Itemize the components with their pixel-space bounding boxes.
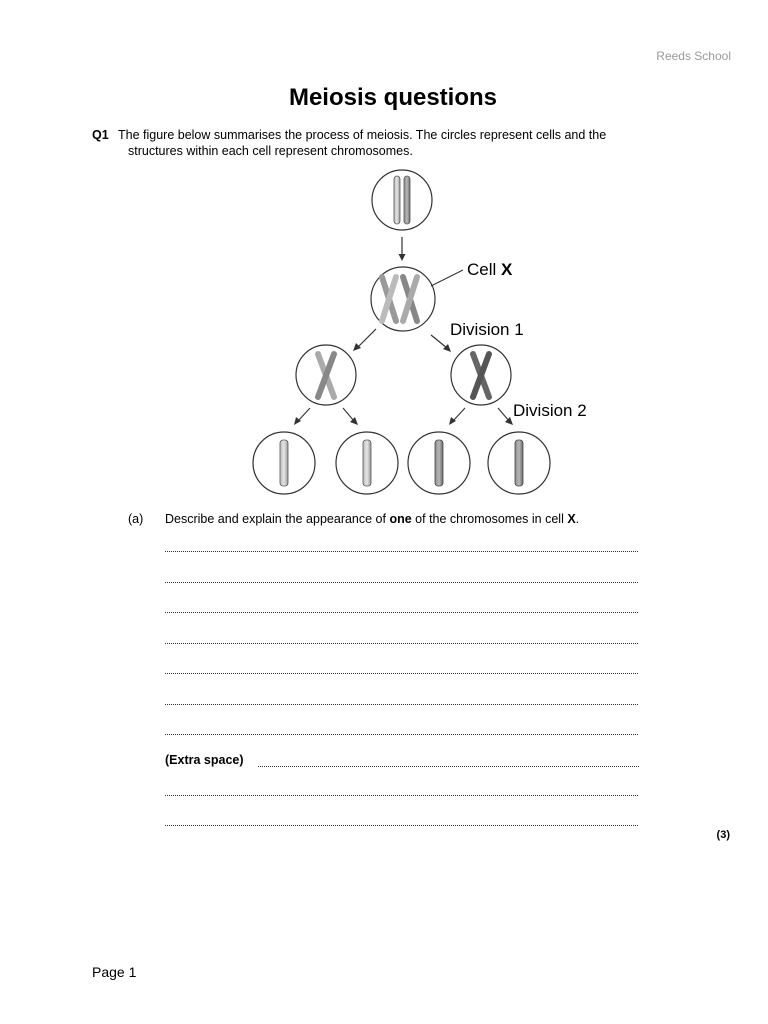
part-a-text: Describe and explain the appearance of one of the chromosomes in cell X. (165, 512, 580, 526)
question-text-line-2: structures within each cell represent chromosomes. (128, 144, 413, 158)
extra-space-line[interactable] (258, 766, 639, 767)
parent-cell (372, 170, 432, 230)
arrow-down (399, 237, 406, 261)
division-1-label: Division 1 (450, 320, 524, 339)
school-name: Reeds School (656, 49, 731, 63)
gamete-cell-3 (408, 432, 470, 494)
meiosis-figure (240, 165, 620, 500)
marks-total: (3) (716, 829, 730, 841)
arrow-right-1 (431, 335, 451, 352)
answer-line-9[interactable] (165, 825, 638, 826)
extra-space-label: (Extra space) (165, 753, 244, 767)
answer-line-7[interactable] (165, 734, 638, 735)
question-text-line-1: The figure below summarises the process of meiosis. The circles represent cells and the (118, 128, 607, 142)
cell-x (371, 267, 435, 331)
gamete-cell-4 (488, 432, 550, 494)
meiosis-diagram (240, 165, 620, 500)
part-a-question (128, 512, 579, 526)
page-title: Meiosis questions (288, 84, 498, 111)
cell-x-label: Cell X (467, 260, 513, 279)
answer-line-4[interactable] (165, 643, 638, 644)
daughter-cell-right (451, 345, 511, 405)
question-number: Q1 (92, 128, 109, 142)
answer-line-1[interactable] (165, 551, 638, 552)
part-a-label: (a) (128, 512, 144, 526)
answer-line-6[interactable] (165, 704, 638, 705)
answer-line-2[interactable] (165, 582, 638, 583)
arrows-division-2 (294, 408, 513, 425)
answer-line-8[interactable] (165, 795, 638, 796)
answer-line-5[interactable] (165, 673, 638, 674)
question-1 (92, 127, 606, 159)
arrow-left-1 (353, 329, 376, 351)
cell-x-pointer (431, 270, 463, 286)
daughter-cell-left (296, 345, 356, 405)
gamete-cell-2 (336, 432, 398, 494)
division-2-label: Division 2 (513, 401, 587, 420)
page-number: Page 1 (92, 964, 137, 980)
gamete-cell-1 (253, 432, 315, 494)
answer-line-3[interactable] (165, 612, 638, 613)
